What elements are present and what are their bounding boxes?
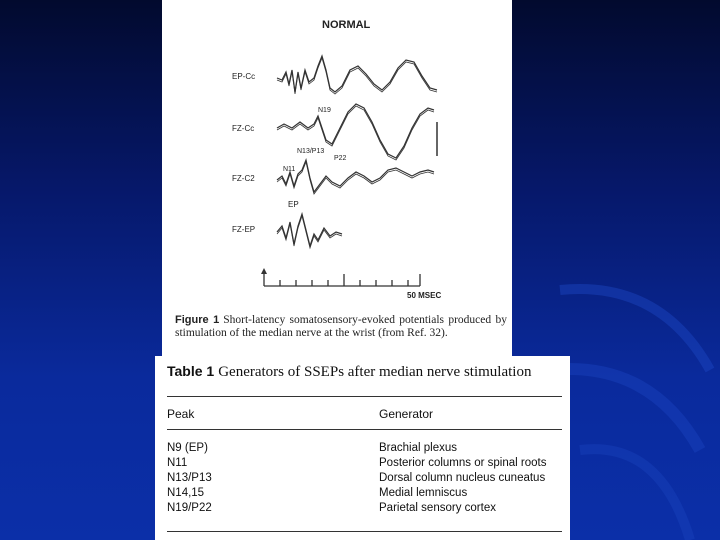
- time-scale-label: 50 MSEC: [407, 291, 442, 300]
- stimulus-marker-icon: [261, 268, 267, 274]
- header-generator: Generator: [379, 407, 434, 421]
- cell-peak: N9 (EP): [167, 442, 208, 454]
- table-row: [155, 456, 570, 471]
- table-row: [155, 486, 570, 501]
- peak-label-n19: N19: [318, 107, 331, 114]
- trace-label-ep-cc: EP-Cc: [232, 72, 256, 81]
- cell-generator: Medial lemniscus: [379, 487, 468, 499]
- table-bottom-rule: [167, 531, 562, 532]
- figure-panel: [162, 0, 512, 356]
- table-header-row: [155, 407, 570, 422]
- figure-title: NORMAL: [322, 19, 371, 31]
- peak-label-n11: N11: [283, 166, 296, 173]
- trace-label-fz-c2: FZ-C2: [232, 174, 255, 183]
- trace-label-fz-cc: FZ-Cc: [232, 124, 255, 133]
- table-title: [167, 363, 531, 381]
- figure-caption: [175, 314, 507, 340]
- table-top-rule: [167, 396, 562, 397]
- peak-label-p22: P22: [334, 155, 347, 162]
- generators-table: [155, 356, 570, 540]
- ssep-waveform-figure: [162, 0, 512, 310]
- table-header-rule: [167, 429, 562, 430]
- table-row: [155, 441, 570, 456]
- cell-generator: Parietal sensory cortex: [379, 502, 496, 514]
- header-peak: Peak: [167, 407, 195, 421]
- waveform-fz-ep: [277, 214, 342, 246]
- table-row: [155, 471, 570, 486]
- cell-generator: Dorsal column nucleus cuneatus: [379, 472, 546, 484]
- trace-label-fz-ep: FZ-EP: [232, 225, 256, 234]
- peak-label-ep: EP: [288, 200, 299, 209]
- waveform-ep-cc: [277, 56, 437, 92]
- caption-text: Short-latency somatosensory-evoked potentials produced by stimulation of the median nerve at the wrist (from Ref. 32).: [175, 314, 507, 339]
- cell-generator: Brachial plexus: [379, 442, 457, 454]
- waveform-fz-c2: [277, 160, 434, 192]
- time-scale-bar: [264, 270, 420, 286]
- cell-generator: Posterior columns or spinal roots: [379, 457, 547, 469]
- cell-peak: N19/P22: [167, 502, 212, 514]
- peak-label-n13-p13: N13/P13: [297, 148, 325, 155]
- cell-peak: N14,15: [167, 487, 205, 499]
- cell-peak: N13/P13: [167, 472, 212, 484]
- caption-label: Figure 1: [175, 314, 220, 326]
- table-row: [155, 501, 570, 516]
- table-title-text: Generators of SSEPs after median nerve stimulation: [218, 364, 532, 380]
- table-title-label: Table 1: [167, 363, 215, 379]
- cell-peak: N11: [167, 457, 188, 469]
